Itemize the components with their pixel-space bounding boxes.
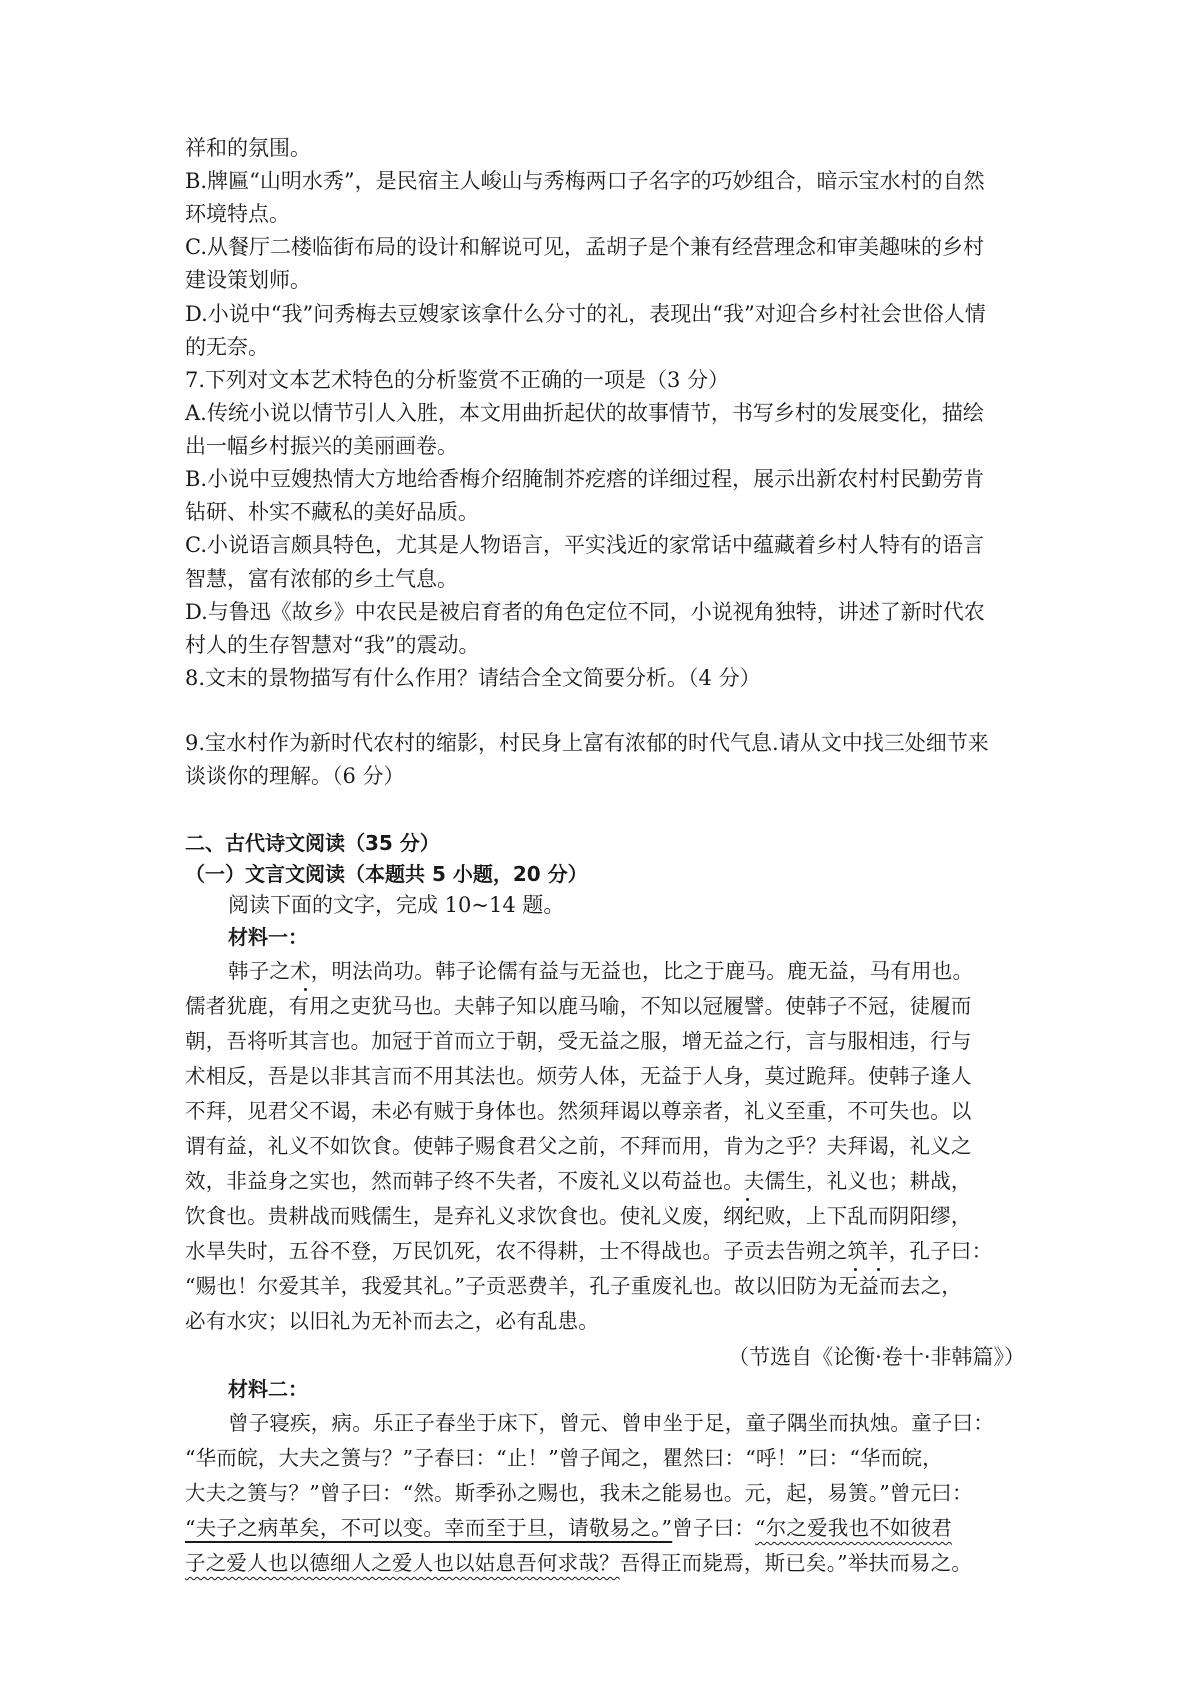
wavy-underlined-text: “尔之爱我也不如彼君: [755, 1516, 953, 1540]
emphasis-dot: [854, 1268, 857, 1271]
material2-line: [185, 1548, 1025, 1578]
q7-text-line: 村人的生存智慧对“我”的震动。: [185, 633, 480, 657]
subsection-title: （一）文言文阅读（本题共 5 小题，20 分）: [185, 862, 588, 886]
material2-line: 大夫之箦与？”曾子曰：“然。斯季孙之赐也，我未之能易也。元，起，易箦。”曾元曰：: [185, 1481, 973, 1505]
q8-question: 8.文末的景物描写有什么作用？请结合全文简要分析。（4 分）: [185, 666, 761, 690]
material2-line: [185, 1513, 1025, 1543]
text-span: 曾子曰：: [672, 1516, 756, 1540]
q6-text-line: 环境特点。: [185, 202, 290, 226]
material2-label: 材料二：: [228, 1377, 308, 1401]
q7-text-line: 出一幅乡村振兴的美丽画卷。: [185, 434, 458, 458]
q6-text-line: 祥和的氛围。: [185, 136, 311, 160]
text-span: 吾得正而毙焉，斯已矣。”举扶而易之。: [619, 1551, 973, 1575]
material1-source: （节选自《论衡·卷十·非韩篇》）: [728, 1345, 1025, 1369]
q7-option-a: A.传统小说以情节引人入胜，本文用曲折起伏的故事情节，书写乡村的发展变化，描绘: [185, 401, 984, 425]
emphasis-dot: [746, 1198, 749, 1201]
material1-line: 儒者犹鹿，有用之吏犹马也。夫韩子知以鹿马喻，不知以冠履譬。使韩子不冠，徒履而: [185, 994, 972, 1018]
q9-text-line: 谈谈你的理解。（6 分）: [185, 764, 405, 788]
material1-line: 朝，吾将听其言也。加冠于首而立于朝，受无益之服，增无益之行，言与服相违，行与: [185, 1029, 972, 1053]
material1-line: 效，非益身之实也，然而韩子终不失者，不废礼义以苟益也。夫儒生，礼义也；耕战，: [185, 1169, 972, 1193]
q7-text-line: 钻研、朴实不藏私的美好品质。: [185, 500, 479, 524]
material1-line: 谓有益，礼义不如饮食。使韩子赐食君父之前，不拜而用，肯为之乎？夫拜谒，礼义之: [185, 1134, 972, 1158]
q6-option-b: B.牌匾“山明水秀”，是民宿主人峻山与秀梅两口子名字的巧妙组合，暗示宝水村的自然: [185, 169, 985, 193]
q6-option-d: D.小说中“我”问秀梅去豆嫂家该拿什么分寸的礼，表现出“我”对迎合乡村社会世俗人情: [185, 302, 986, 326]
q7-option-b: B.小说中豆嫂热情大方地给香梅介绍腌制芥疙瘩的详细过程，展示出新农村村民勤劳肯: [185, 467, 985, 491]
q7-text-line: 智慧，富有浓郁的乡土气息。: [185, 567, 458, 591]
material1-line: 术相反，吾是以非其言而不用其法也。烦劳人体，无益于人身，莫过跪拜。使韩子逢人: [185, 1064, 972, 1088]
material2-line: “华而皖，大夫之箦与？”子春曰：“止！”曾子闻之，瞿然曰：“呼！”曰：“华而皖，: [185, 1446, 943, 1470]
q7-option-c: C.小说语言颇具特色，尤其是人物语言，平实浅近的家常话中蕴藏着乡村人特有的语言: [185, 533, 984, 557]
q7-option-d: D.与鲁迅《故乡》中农民是被启育者的角色定位不同，小说视角独特，讲述了新时代农: [185, 600, 985, 624]
material1-line: “赐也！尔爱其羊，我爱其礼。”子贡恶费羊，孔子重废礼也。故以旧防为无益而去之，: [185, 1274, 963, 1298]
material1-line: 饮食也。贵耕战而贱儒生，是弃礼义求饮食也。使礼义废，纲纪败，上下乱而阴阳缪，: [185, 1204, 972, 1228]
emphasis-dot: [877, 1268, 880, 1271]
q9-question: 9.宝水村作为新时代农村的缩影，村民身上富有浓郁的时代气息.请从文中找三处细节来: [185, 731, 989, 755]
material1-line: 必有水灾；以旧礼为无补而去之，必有乱患。: [185, 1309, 599, 1333]
q7-stem: 7.下列对文本艺术特色的分析鉴赏不正确的一项是（3 分）: [185, 368, 730, 392]
wavy-underlined-text: 子之爱人也以德细人之爱人也以姑息吾何求哉？: [185, 1551, 620, 1575]
q6-option-c: C.从餐厅二楼临街布局的设计和解说可见，孟胡子是个兼有经营理念和审美趣味的乡村: [185, 235, 984, 259]
instruction: 阅读下面的文字，完成 10~14 题。: [228, 893, 565, 917]
material1-line: 水旱失时，五谷不登，万民饥死，农不得耕，士不得战也。子贡去告朔之筑羊，孔子曰：: [185, 1239, 993, 1263]
q6-text-line: 的无奈。: [185, 335, 269, 359]
material2-line: 曾子寝疾，病。乐正子春坐于床下，曾元、曾申坐于足，童子隅坐而执烛。童子曰：: [228, 1411, 994, 1435]
emphasis-dot: [304, 988, 307, 991]
q6-text-line: 建设策划师。: [185, 268, 311, 292]
material1-line: 韩子之术，明法尚功。韩子论儒有益与无益也，比之于鹿马。鹿无益，马有用也。: [228, 959, 974, 983]
underlined-quote: “夫子之病革矣，不可以变。幸而至于旦，请敬易之。”: [185, 1516, 673, 1540]
material1-label: 材料一：: [228, 925, 308, 949]
section-title: 二、古代诗文阅读（35 分）: [185, 831, 440, 855]
material1-line: 不拜，见君父不谒，未必有贼于身体也。然须拜谒以尊亲者，礼义至重，不可失也。以: [185, 1099, 972, 1123]
